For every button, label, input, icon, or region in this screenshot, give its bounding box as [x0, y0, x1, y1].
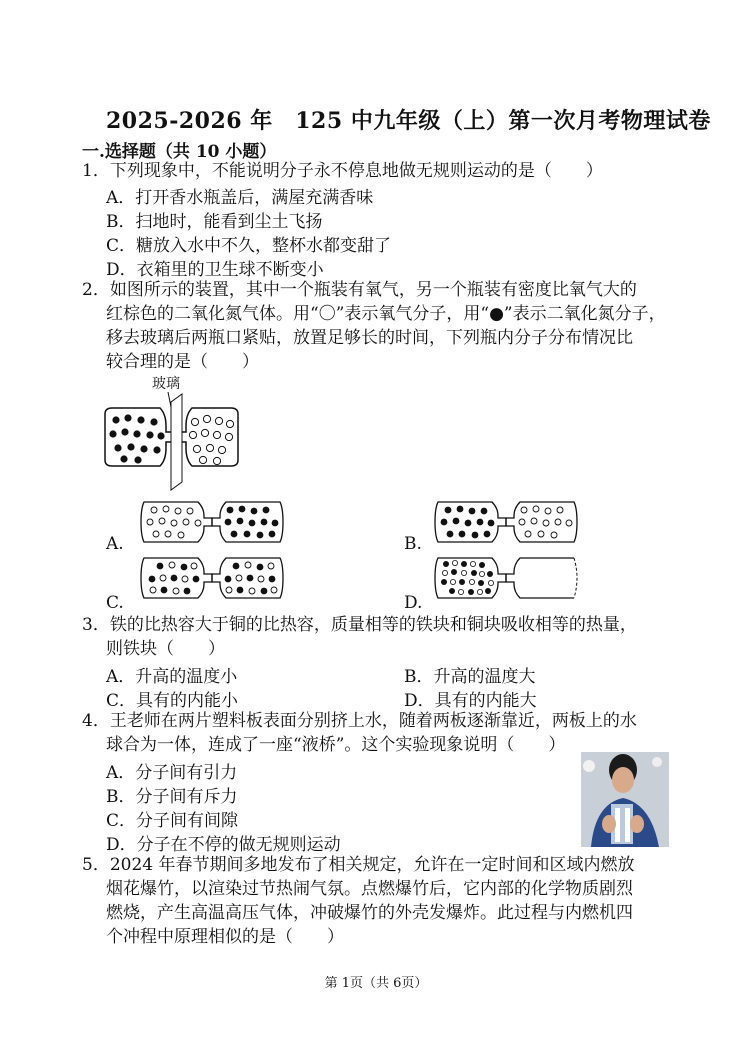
- exam-title: 2025-2026 年 125 中九年级（上）第一次月考物理试卷: [106, 108, 711, 134]
- section-heading: 一.选择题（共 10 小题）: [82, 142, 277, 162]
- q2-option-a-label: A.: [106, 534, 124, 554]
- q1-option-b: B．扫地时，能看到尘土飞扬: [106, 212, 323, 232]
- q2-option-c-label: C.: [106, 593, 124, 613]
- q2-line-4: 较合理的是（ ）: [106, 352, 259, 372]
- q3-option-c: C．具有的内能小: [106, 691, 239, 711]
- q5-line-4: 个冲程中原理相似的是（ ）: [106, 927, 344, 947]
- q2-option-b-label: B.: [404, 534, 422, 554]
- q1-option-a: A．打开香水瓶盖后，满屋充满香味: [106, 188, 374, 208]
- q1-stem: 1．下列现象中，不能说明分子永不停息地做无规则运动的是（ ）: [82, 161, 603, 181]
- q3-line-1: 3．铁的比热容大于铜的比热容，质量相等的铁块和铜块吸收相等的热量，: [82, 615, 637, 635]
- q5-line-1: 5．2024 年春节期间多地发布了相关规定，允许在一定时间和区域内燃放: [82, 855, 635, 875]
- q2-option-d-figure: [434, 552, 578, 604]
- q3-option-b: B．升高的温度大: [404, 667, 536, 687]
- q4-option-d: D．分子在不停的做无规则运动: [106, 835, 341, 855]
- q5-line-2: 烟花爆竹，以渲染过节热闹气氛。点燃爆竹后，它内部的化学物质剧烈: [106, 879, 633, 899]
- q3-line-2: 则铁块（ ）: [106, 639, 225, 659]
- q2-line-3: 移去玻璃后两瓶口紧贴，放置足够长的时间，下列瓶内分子分布情况比: [106, 328, 633, 348]
- page-footer: 第 1页（共 6页）: [324, 976, 428, 991]
- q2-option-b-figure: [434, 496, 578, 548]
- q4-option-a: A．分子间有引力: [106, 763, 238, 783]
- q2-main-figure: [100, 372, 250, 494]
- q3-option-d: D．具有的内能大: [404, 691, 537, 711]
- q1-option-c: C．糖放入水中不久，整杯水都变甜了: [106, 236, 392, 256]
- q2-option-a-figure: [140, 496, 284, 548]
- q2-line-1: 2．如图所示的装置，其中一个瓶装有氧气，另一个瓶装有密度比氧气大的: [82, 280, 637, 300]
- q3-option-a: A．升高的温度小: [106, 667, 238, 687]
- q2-option-d-label: D.: [404, 593, 423, 613]
- q2-option-c-figure: [140, 552, 284, 604]
- q4-option-c: C．分子间有间隙: [106, 811, 239, 831]
- q4-line-2: 球合为一体，连成了一座“液桥”。这个实验现象说明（ ）: [106, 735, 566, 755]
- q4-option-b: B．分子间有斥力: [106, 787, 238, 807]
- q4-line-1: 4．王老师在两片塑料板表面分别挤上水，随着两板逐渐靠近，两板上的水: [82, 711, 637, 731]
- q1-option-d: D．衣箱里的卫生球不断变小: [106, 260, 324, 280]
- glass-label: 玻璃: [152, 376, 180, 392]
- q5-line-3: 燃烧，产生高温高压气体，冲破爆竹的外壳发爆炸。此过程与内燃机四: [106, 903, 633, 923]
- liquid-bridge-photo: [581, 752, 669, 847]
- liquid-bridge-photo-illustration: [581, 752, 669, 847]
- q2-line-2: 红棕色的二氧化氮气体。用“〇”表示氧气分子，用“●”表示二氧化氮分子，: [106, 304, 666, 324]
